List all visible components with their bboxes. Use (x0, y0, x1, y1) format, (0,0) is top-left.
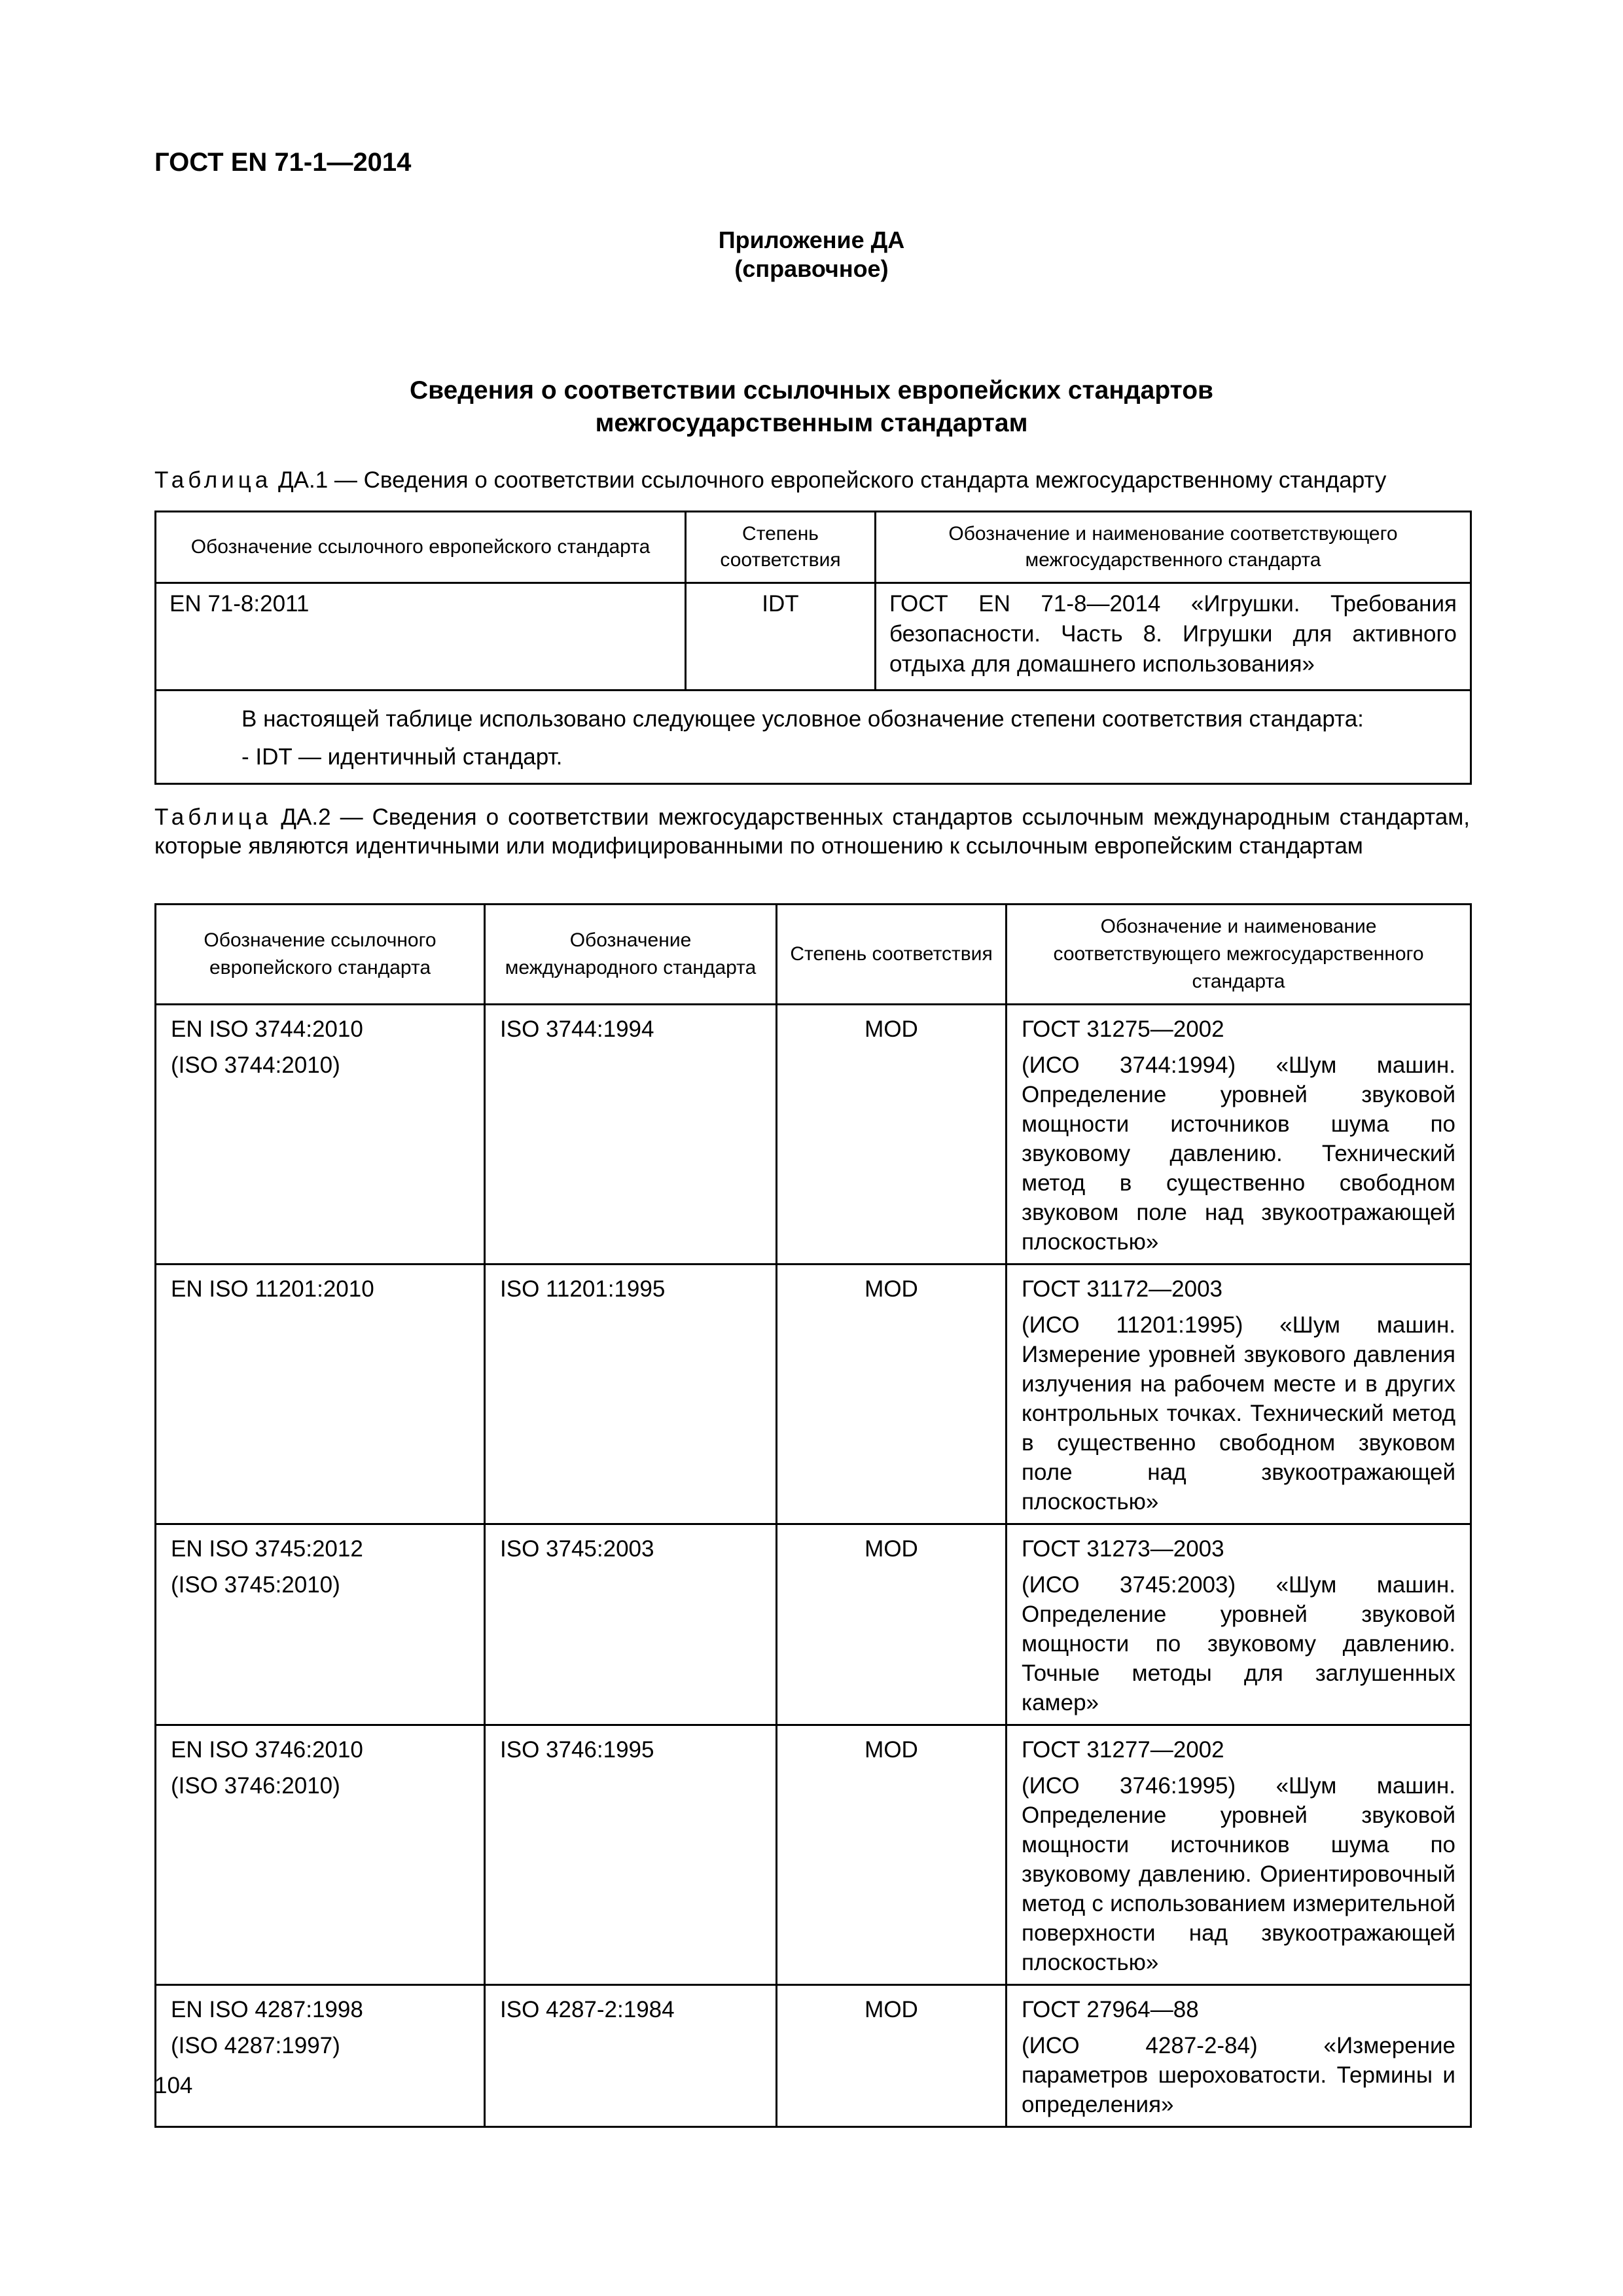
page-number: 104 (154, 2073, 193, 2098)
appendix-heading (0, 226, 1623, 283)
table2-ref-iso: (ISO 4287:1997) (171, 2033, 340, 2058)
table2-desc-text: (ИСО 3744:1994) «Шум машин. Определение уровней звуковой мощности источников шума по звуковому давлению. Технический метод в существенно свободном звуковом поле над звукоотражающей плоскостью» (1022, 1052, 1455, 1255)
table2-gost: ГОСТ 31172—2003 (1022, 1276, 1223, 1302)
table1-cell-ref: EN 71-8:2011 (156, 583, 686, 691)
table2-ref-iso: (ISO 3745:2010) (171, 1572, 340, 1598)
table2-cell-degree: MOD (777, 1985, 1007, 2127)
table2-desc-text: (ИСО 11201:1995) «Шум машин. Измерение уровней звукового давления излучения на рабочем месте и в других контрольных точках. Технический метод в существенно свободном звуковом поле над звукоотражающей плоскостью» (1022, 1312, 1455, 1515)
table2-ref-en: EN ISO 3746:2010 (171, 1737, 363, 1763)
table2-cell-intl: ISO 4287-2:1984 (485, 1985, 777, 2127)
table1-caption-text: ДА.1 — Сведения о соответствии ссылочного европейского стандарта межгосударственному стандарту (277, 467, 1387, 493)
table2-cell-ref (156, 1725, 485, 1985)
table1-header-ref: Обозначение ссылочного европейского стандарта (156, 512, 686, 583)
table-da1 (154, 511, 1472, 785)
table1-caption-label: Таблица (154, 467, 272, 493)
table1-header-degree: Степень соответствия (686, 512, 876, 583)
table2-desc-text: (ИСО 4287-2-84) «Измерение параметров шероховатости. Термины и определения» (1022, 2033, 1455, 2117)
table1-note-line-1: В настоящей таблице использовано следующее условное обозначение степени соответствия стандарта: (241, 706, 1364, 732)
table1-row (156, 583, 1471, 691)
table2-cell-intl: ISO 3746:1995 (485, 1725, 777, 1985)
table1-note (156, 691, 1471, 784)
section-title-line-2: межгосударственным стандартам (595, 409, 1028, 437)
table2-cell-desc (1007, 1985, 1471, 2127)
table2-row (156, 1725, 1471, 1985)
appendix-title: Приложение ДА (718, 226, 905, 253)
table1-caption (154, 466, 1470, 495)
table2-ref-en: EN ISO 3745:2012 (171, 1536, 363, 1562)
table2-cell-intl: ISO 3745:2003 (485, 1524, 777, 1725)
table2-cell-degree: MOD (777, 1725, 1007, 1985)
table1-header-desc: Обозначение и наименование соответствующего межгосударственного стандарта (876, 512, 1471, 583)
table1-note-line-2: - IDT — идентичный стандарт. (241, 744, 563, 770)
section-title (0, 374, 1623, 440)
table2-cell-degree: MOD (777, 1265, 1007, 1524)
table2-gost: ГОСТ 27964—88 (1022, 1997, 1199, 2022)
table2-header-intl: Обозначение международного стандарта (485, 905, 777, 1005)
table2-gost: ГОСТ 31273—2003 (1022, 1536, 1224, 1562)
table2-row (156, 1265, 1471, 1524)
table1-cell-desc: ГОСТ EN 71-8—2014 «Игрушки. Требования безопасности. Часть 8. Игрушки для активного отдыха для домашнего использования» (876, 583, 1471, 691)
appendix-subtitle: (справочное) (734, 255, 889, 282)
table2-caption (154, 803, 1470, 861)
table2-header-ref: Обозначение ссылочного европейского стандарта (156, 905, 485, 1005)
table2-ref-en: EN ISO 11201:2010 (171, 1276, 374, 1302)
table2-header-desc: Обозначение и наименование соответствующего межгосударственного стандарта (1007, 905, 1471, 1005)
table2-cell-degree: MOD (777, 1005, 1007, 1265)
table2-gost: ГОСТ 31275—2002 (1022, 1016, 1224, 1042)
table2-row (156, 1985, 1471, 2127)
table2-row (156, 1524, 1471, 1725)
table2-cell-degree: MOD (777, 1524, 1007, 1725)
document-code: ГОСТ EN 71-1—2014 (154, 148, 412, 177)
table2-ref-en: EN ISO 3744:2010 (171, 1016, 363, 1042)
section-title-line-1: Сведения о соответствии ссылочных европейских стандартов (409, 376, 1214, 404)
table2-header-row (156, 905, 1471, 1005)
table1-note-row (156, 691, 1471, 784)
table2-ref-iso: (ISO 3746:2010) (171, 1773, 340, 1799)
table2-cell-intl: ISO 11201:1995 (485, 1265, 777, 1524)
table2-cell-ref (156, 1265, 485, 1524)
table2-cell-desc (1007, 1265, 1471, 1524)
table2-ref-iso: (ISO 3744:2010) (171, 1052, 340, 1078)
table2-cell-ref (156, 1524, 485, 1725)
table2-cell-desc (1007, 1005, 1471, 1265)
table2-caption-text: ДА.2 — Сведения о соответствии межгосударственных стандартов ссылочным международным стандартам, которые являются идентичными или модифицированными по отношению к ссылочным европейским стандартам (154, 804, 1470, 859)
table2-cell-desc (1007, 1524, 1471, 1725)
table2-gost: ГОСТ 31277—2002 (1022, 1737, 1224, 1763)
table2-cell-ref (156, 1005, 485, 1265)
table2-cell-ref (156, 1985, 485, 2127)
table2-cell-desc (1007, 1725, 1471, 1985)
table2-desc-text: (ИСО 3746:1995) «Шум машин. Определение уровней звуковой мощности источников шума по звуковому давлению. Ориентировочный метод с использованием измерительной поверхности над звукоотражающей плоскостью» (1022, 1773, 1455, 1975)
table2-caption-label: Таблица (154, 804, 272, 830)
table2-desc-text: (ИСО 3745:2003) «Шум машин. Определение уровней звуковой мощности по звуковому давлению. Точные методы для заглушенных камер» (1022, 1572, 1455, 1715)
table2-row (156, 1005, 1471, 1265)
table-da2 (154, 903, 1472, 2128)
table1-header-row (156, 512, 1471, 583)
table2-ref-en: EN ISO 4287:1998 (171, 1997, 363, 2022)
table2-header-degree: Степень соответствия (777, 905, 1007, 1005)
table2-cell-intl: ISO 3744:1994 (485, 1005, 777, 1265)
table1-cell-degree: IDT (686, 583, 876, 691)
